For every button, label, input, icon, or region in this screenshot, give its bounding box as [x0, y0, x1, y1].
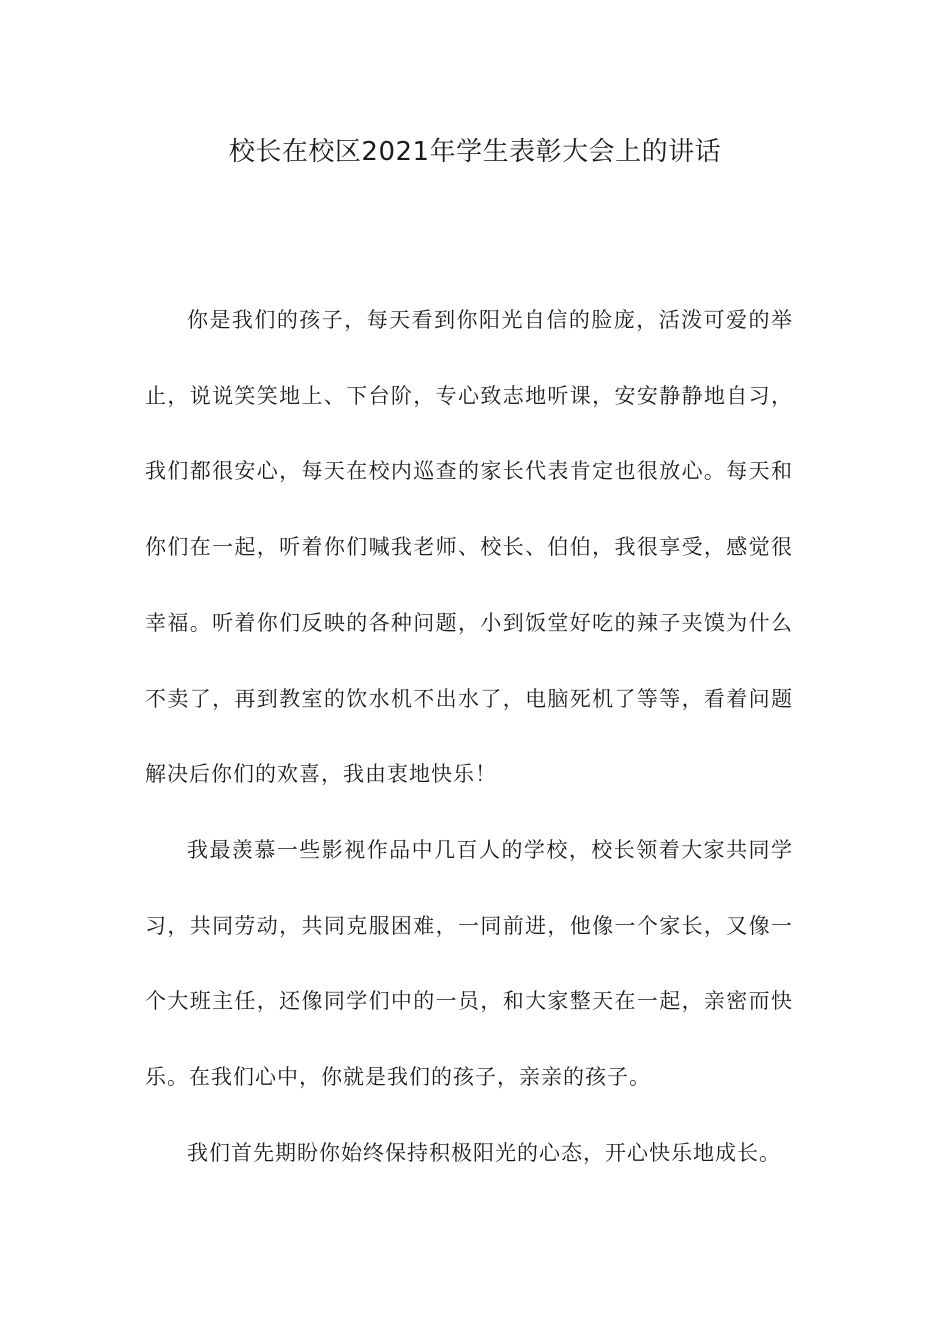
document-body: [145, 283, 793, 1191]
paragraph-1: 你是我们的孩子，每天看到你阳光自信的脸庞，活泼可爱的举止，说说笑笑地上、下台阶，专心致志地听课，安安静静地自习，我们都很安心，每天在校内巡查的家长代表肯定也很放心。每天和你们在一起，听着你们喊我老师、校长、伯伯，我很享受，感觉很幸福。听着你们反映的各种问题，小到饭堂好吃的辣子夹馍为什么不卖了，再到教室的饮水机不出水了，电脑死机了等等，看着问题解决后你们的欢喜，我由衷地快乐！: [145, 308, 793, 787]
document-title: 校长在校区2021年学生表彰大会上的讲话: [228, 137, 722, 167]
paragraph-2: 我最羡慕一些影视作品中几百人的学校，校长领着大家共同学习，共同劳动，共同克服困难，一同前进，他像一个家长，又像一个大班主任，还像同学们中的一员，和大家整天在一起，亲密而快乐。在我们心中，你就是我们的孩子，亲亲的孩子。: [145, 837, 793, 1090]
paragraph-3: 我们首先期盼你始终保持积极阳光的心态，开心快乐地成长。: [187, 1140, 781, 1165]
